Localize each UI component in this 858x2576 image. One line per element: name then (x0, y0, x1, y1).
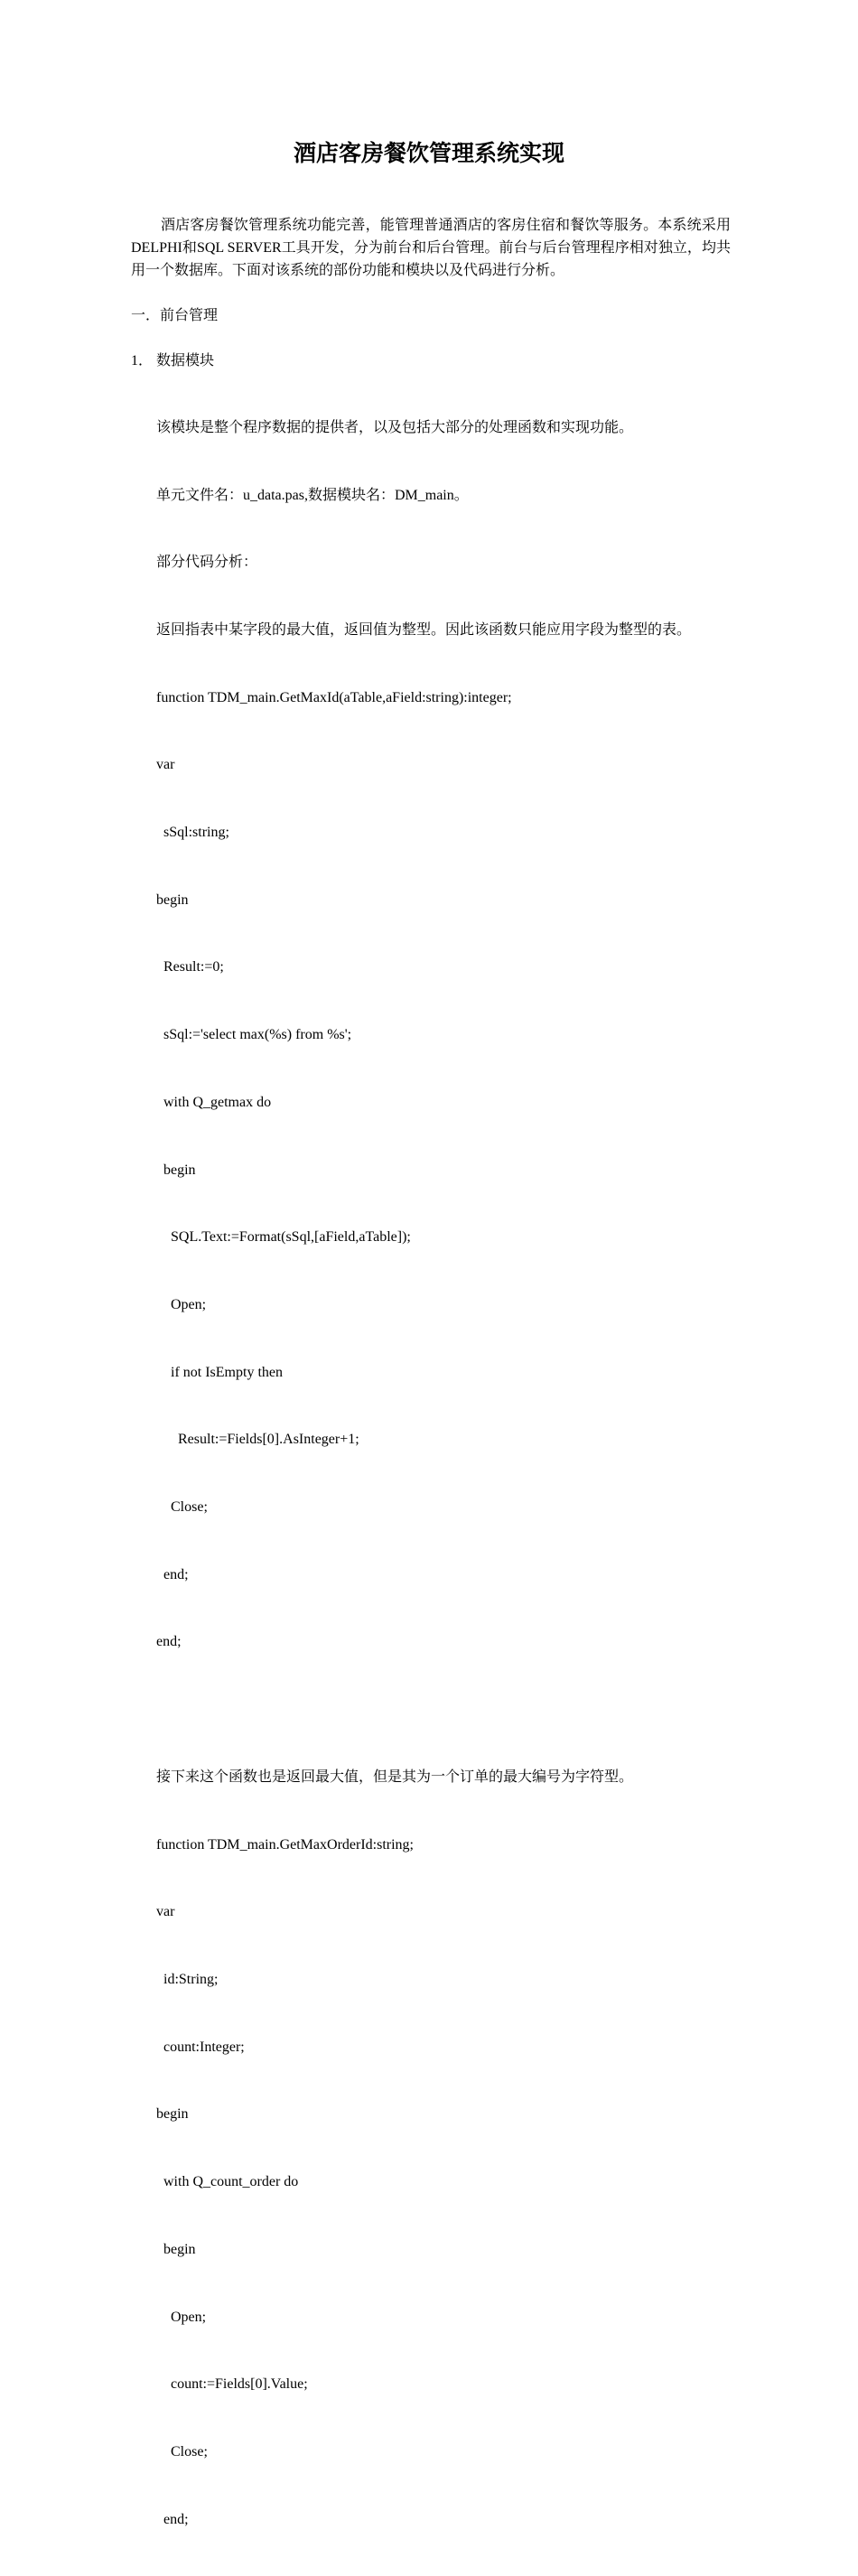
code-line: begin (156, 891, 189, 908)
code-line: SQL.Text:=Format(sSql,[aField,aTable]); (156, 1229, 411, 1246)
code-line: end; (156, 1634, 182, 1650)
code-and-text-block (156, 372, 691, 2576)
code-line: var (156, 1904, 175, 1920)
code-line: begin (156, 2241, 196, 2257)
code-line: sSql:='select max(%s) from %s'; (156, 1027, 352, 1043)
code-line: Result:=0; (156, 959, 224, 975)
code-line: begin (156, 1162, 196, 1178)
subsection-title-data-module: 数据模块 (156, 353, 215, 369)
code-line: end; (156, 1566, 189, 1582)
code-line: Open; (156, 2309, 207, 2325)
code-line: function TDM_main.GetMaxId(aTable,aField:string):integer; (156, 689, 512, 705)
code-line: Open; (156, 1296, 207, 1312)
body-line: 单元文件名：u_data.pas,数据模块名：DM_main。 (156, 487, 469, 503)
code-line: count:=Fields[0].Value; (156, 2376, 308, 2393)
body-line: 返回指表中某字段的最大值，返回值为整型。因此该函数只能应用字段为整型的表。 (156, 621, 692, 638)
code-line: id:String; (156, 1971, 219, 1987)
body-line: 部分代码分析： (156, 555, 258, 571)
code-line: with Q_count_order do (156, 2174, 299, 2190)
code-line: function TDM_main.GetMaxOrderId:string; (156, 1836, 414, 1853)
code-line: count:Integer; (156, 2039, 245, 2055)
code-line: var (156, 757, 175, 773)
code-line: if not IsEmpty then (156, 1364, 283, 1380)
body-line: 该模块是整个程序数据的提供者，以及包括大部分的处理函数和实现功能。 (156, 419, 634, 435)
blank-line (156, 1699, 691, 1722)
code-line: Close; (156, 2443, 208, 2459)
code-line: Result:=Fields[0].AsInteger+1; (156, 1432, 359, 1448)
code-line: begin (156, 2106, 189, 2123)
code-line: end; (156, 2511, 189, 2527)
document-title: 酒店客房餐饮管理系统实现 (293, 142, 564, 166)
code-line: with Q_getmax do (156, 1094, 272, 1110)
code-line: sSql:string; (156, 825, 229, 841)
subsection-number: 1． (131, 353, 154, 369)
body-line: 接下来这个函数也是返回最大值，但是其为一个订单的最大编号为字符型。 (156, 1769, 634, 1785)
code-line: Close; (156, 1499, 208, 1516)
intro-paragraph: 酒店客房餐饮管理系统功能完善，能管理普通酒店的客房住宿和餐饮等服务。本系统采用DELPHI和SQL SERVER工具开发，分为前台和后台管理。前台与后台管理程序相对独立，均共用一个数据库。下面对该系统的部份功能和模块以及代码进行分析。 (131, 218, 731, 278)
section-heading-frontdesk: 一．前台管理 (131, 308, 219, 323)
